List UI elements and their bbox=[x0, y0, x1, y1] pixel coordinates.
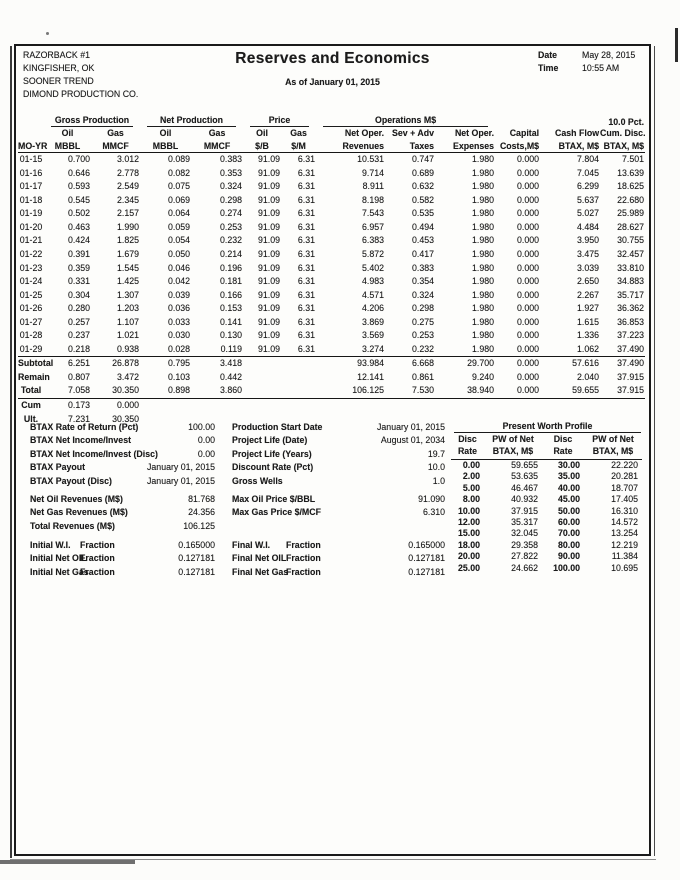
month-cell: 01-22 bbox=[19, 249, 43, 260]
summary-label: Subtotal bbox=[18, 358, 54, 369]
pwp-row: 8.00 40.932 45.00 17.405 bbox=[462, 494, 638, 505]
cumulative-row: Ult. 7.231 30.350 bbox=[18, 413, 645, 427]
indicator-row: BTAX Payout (Disc) January 01, 2015 Gross Wells 1.0 bbox=[30, 475, 445, 486]
table-row: 01-17 0.593 2.549 0.075 0.324 91.09 6.31 8.911 0.632 1.980 0.000 6.299 18.625 bbox=[18, 180, 645, 194]
revenue-summary bbox=[30, 493, 450, 533]
table-row: 01-28 0.237 1.021 0.030 0.130 91.09 6.31 3.569 0.253 1.980 0.000 1.336 37.223 bbox=[18, 329, 645, 343]
fraction-row: Initial W.I. Fraction 0.165000 Final W.I. Fraction 0.165000 bbox=[30, 540, 445, 550]
indicator-row: BTAX Payout January 01, 2015 Discount Rate (Pct) 10.0 bbox=[30, 462, 445, 473]
scan-artifact bbox=[10, 46, 12, 858]
pwp-row: 10.00 37.915 50.00 16.310 bbox=[457, 505, 638, 516]
pwp-row: 15.00 32.045 70.00 13.254 bbox=[457, 528, 638, 539]
group-gross-production: Gross Production bbox=[44, 110, 140, 127]
well-location: KINGFISHER, OK bbox=[23, 63, 95, 73]
revenue-row: Net Oil Revenues (M$) 81.768 Max Oil Price $/BBL 91.090 bbox=[30, 494, 445, 504]
table-header bbox=[18, 110, 645, 153]
summary-rows bbox=[18, 357, 645, 399]
cumulative-label: Ult. bbox=[23, 413, 39, 424]
economics-table bbox=[18, 110, 645, 426]
interest-fractions bbox=[30, 539, 450, 579]
scan-artifact bbox=[675, 28, 678, 62]
indicator-row: BTAX Rate of Return (Pct) 100.00 Production Start Date January 01, 2015 bbox=[30, 422, 445, 432]
revenue-row: Net Gas Revenues (M$) 24.356 Max Gas Price $/MCF 6.310 bbox=[30, 507, 445, 518]
fraction-row: Initial Net Gas Fraction 0.127181 Final Net Gas Fraction 0.127181 bbox=[30, 566, 445, 577]
month-cell: 01-16 bbox=[19, 167, 43, 178]
month-cell: 01-23 bbox=[19, 262, 43, 273]
table-row: 01-22 0.391 1.679 0.050 0.214 91.09 6.31 5.872 0.417 1.980 0.000 3.475 32.457 bbox=[18, 248, 645, 262]
month-cell: 01-29 bbox=[19, 343, 43, 354]
table-row: 01-24 0.331 1.425 0.042 0.181 91.09 6.31 4.983 0.354 1.980 0.000 2.650 34.883 bbox=[18, 275, 645, 289]
column-header-row-1: Oil Gas Oil Gas Oil Gas Net Oper. Sev + Adv Net Oper. Capital Cash Flow Cum. Disc. bbox=[61, 128, 646, 138]
month-cell: 01-24 bbox=[19, 276, 43, 287]
date-label: Date bbox=[538, 50, 558, 60]
scan-artifact bbox=[654, 46, 655, 856]
table-row: 01-15 0.700 3.012 0.089 0.383 91.09 6.31 10.531 0.747 1.980 0.000 7.804 7.501 bbox=[18, 153, 645, 167]
pwp-title: Present Worth Profile bbox=[454, 420, 641, 433]
table-row: 01-18 0.545 2.345 0.069 0.298 91.09 6.31 8.198 0.582 1.980 0.000 5.637 22.680 bbox=[18, 194, 645, 208]
cumulative-label: Cum bbox=[21, 400, 41, 411]
pwp-header: Disc Rate PW of Net BTAX, M$ Disc Rate PW of Net BTAX, M$ bbox=[451, 434, 642, 460]
month-cell: 01-21 bbox=[19, 235, 43, 246]
table-row: 01-19 0.502 2.157 0.064 0.274 91.09 6.31 7.543 0.535 1.980 0.000 5.027 25.989 bbox=[18, 207, 645, 221]
table-row: 01-25 0.304 1.307 0.039 0.166 91.09 6.31 4.571 0.324 1.980 0.000 2.267 35.717 bbox=[18, 289, 645, 303]
fraction-row: Initial Net OIL Fraction 0.127181 Final Net OIL Fraction 0.127181 bbox=[30, 553, 445, 564]
month-cell: 01-25 bbox=[19, 289, 43, 300]
month-cell: 01-27 bbox=[19, 316, 43, 327]
pwp-row: 2.00 53.635 35.00 20.281 bbox=[462, 471, 638, 482]
company-name: DIMOND PRODUCTION CO. bbox=[23, 89, 139, 99]
monthly-rows bbox=[18, 153, 645, 357]
pwp-row: 20.00 27.822 90.00 11.384 bbox=[457, 551, 638, 562]
summary-row: Subtotal 6.251 26.878 0.795 3.418 93.984 6.668 29.700 0.000 57.616 37.490 bbox=[18, 357, 645, 371]
pwp-rows bbox=[451, 460, 642, 575]
cumulative-row: Cum 0.173 0.000 bbox=[18, 399, 645, 413]
column-header-row-2: MO-YR MBBL MMCF MBBL MMCF $/B $/M Revenues Taxes Expenses Costs,M$ BTAX, M$ BTAX, M$ bbox=[18, 140, 645, 151]
pwp-row: 0.00 59.655 30.00 22.220 bbox=[462, 460, 638, 470]
group-net-production: Net Production bbox=[140, 110, 243, 127]
month-cell: 01-18 bbox=[19, 194, 43, 205]
month-cell: 01-15 bbox=[19, 154, 43, 165]
page-frame bbox=[14, 44, 651, 856]
time-row bbox=[538, 62, 635, 75]
month-cell: 01-17 bbox=[19, 181, 43, 192]
field-name: SOONER TREND bbox=[23, 76, 94, 86]
group-operations: Operations M$ bbox=[316, 110, 495, 127]
pwp-row: 18.00 29.358 80.00 12.219 bbox=[457, 539, 638, 550]
month-cell: 01-28 bbox=[19, 330, 43, 341]
summary-row: Total 7.058 30.350 0.898 3.860 106.125 7.530 38.940 0.000 59.655 37.915 bbox=[18, 384, 645, 398]
month-cell: 01-26 bbox=[19, 303, 43, 314]
table-row: 01-20 0.463 1.990 0.059 0.253 91.09 6.31 6.957 0.494 1.980 0.000 4.484 28.627 bbox=[18, 221, 645, 235]
date-row bbox=[538, 49, 635, 62]
present-worth-profile bbox=[445, 420, 647, 574]
month-cell: 01-20 bbox=[19, 221, 43, 232]
summary-row: Remain 0.807 3.472 0.103 0.442 12.141 0.861 9.240 0.000 2.040 37.915 bbox=[18, 371, 645, 385]
summary-label: Total bbox=[20, 385, 42, 396]
pwp-row: 25.00 24.662 100.00 10.695 bbox=[457, 562, 638, 573]
date-value: May 28, 2015 bbox=[582, 50, 636, 60]
revenue-row: Total Revenues (M$) 106.125 bbox=[30, 520, 215, 531]
date-time-block bbox=[538, 49, 635, 75]
table-row: 01-23 0.359 1.545 0.046 0.196 91.09 6.31 5.402 0.383 1.980 0.000 3.039 33.810 bbox=[18, 262, 645, 276]
discount-pct-label: 10.0 Pct. bbox=[608, 117, 645, 127]
indicator-row: BTAX Net Income/Invest (Disc) 0.00 Project Life (Years) 19.7 bbox=[30, 448, 445, 459]
table-row: 01-16 0.646 2.778 0.082 0.353 91.09 6.31 9.714 0.689 1.980 0.000 7.045 13.639 bbox=[18, 167, 645, 181]
indicator-row: BTAX Net Income/Invest 0.00 Project Life (Date) August 01, 2034 bbox=[30, 435, 445, 446]
table-row: 01-27 0.257 1.107 0.033 0.141 91.09 6.31 3.869 0.275 1.980 0.000 1.615 36.853 bbox=[18, 316, 645, 330]
pwp-row: 5.00 46.467 40.00 18.707 bbox=[462, 482, 638, 493]
time-label: Time bbox=[538, 63, 559, 73]
pwp-row: 12.00 35.317 60.00 14.572 bbox=[457, 517, 638, 528]
as-of-date: As of January 01, 2015 bbox=[285, 77, 380, 87]
summary-label: Remain bbox=[18, 371, 50, 382]
group-price: Price bbox=[243, 110, 316, 127]
time-value: 10:55 AM bbox=[582, 63, 620, 73]
page-title: Reserves and Economics bbox=[235, 50, 430, 67]
well-name: RAZORBACK #1 bbox=[23, 50, 90, 60]
table-row: 01-29 0.218 0.938 0.028 0.119 91.09 6.31 3.274 0.232 1.980 0.000 1.062 37.490 bbox=[18, 343, 645, 357]
table-row: 01-21 0.424 1.825 0.054 0.232 91.09 6.31 6.383 0.453 1.980 0.000 3.950 30.755 bbox=[18, 234, 645, 248]
scan-artifact bbox=[46, 32, 49, 35]
economic-indicators bbox=[30, 421, 450, 488]
table-row: 01-26 0.280 1.203 0.036 0.153 91.09 6.31 4.206 0.298 1.980 0.000 1.927 36.362 bbox=[18, 302, 645, 316]
pwp-table bbox=[451, 434, 642, 574]
month-cell: 01-19 bbox=[19, 208, 43, 219]
scan-artifact bbox=[0, 860, 135, 864]
